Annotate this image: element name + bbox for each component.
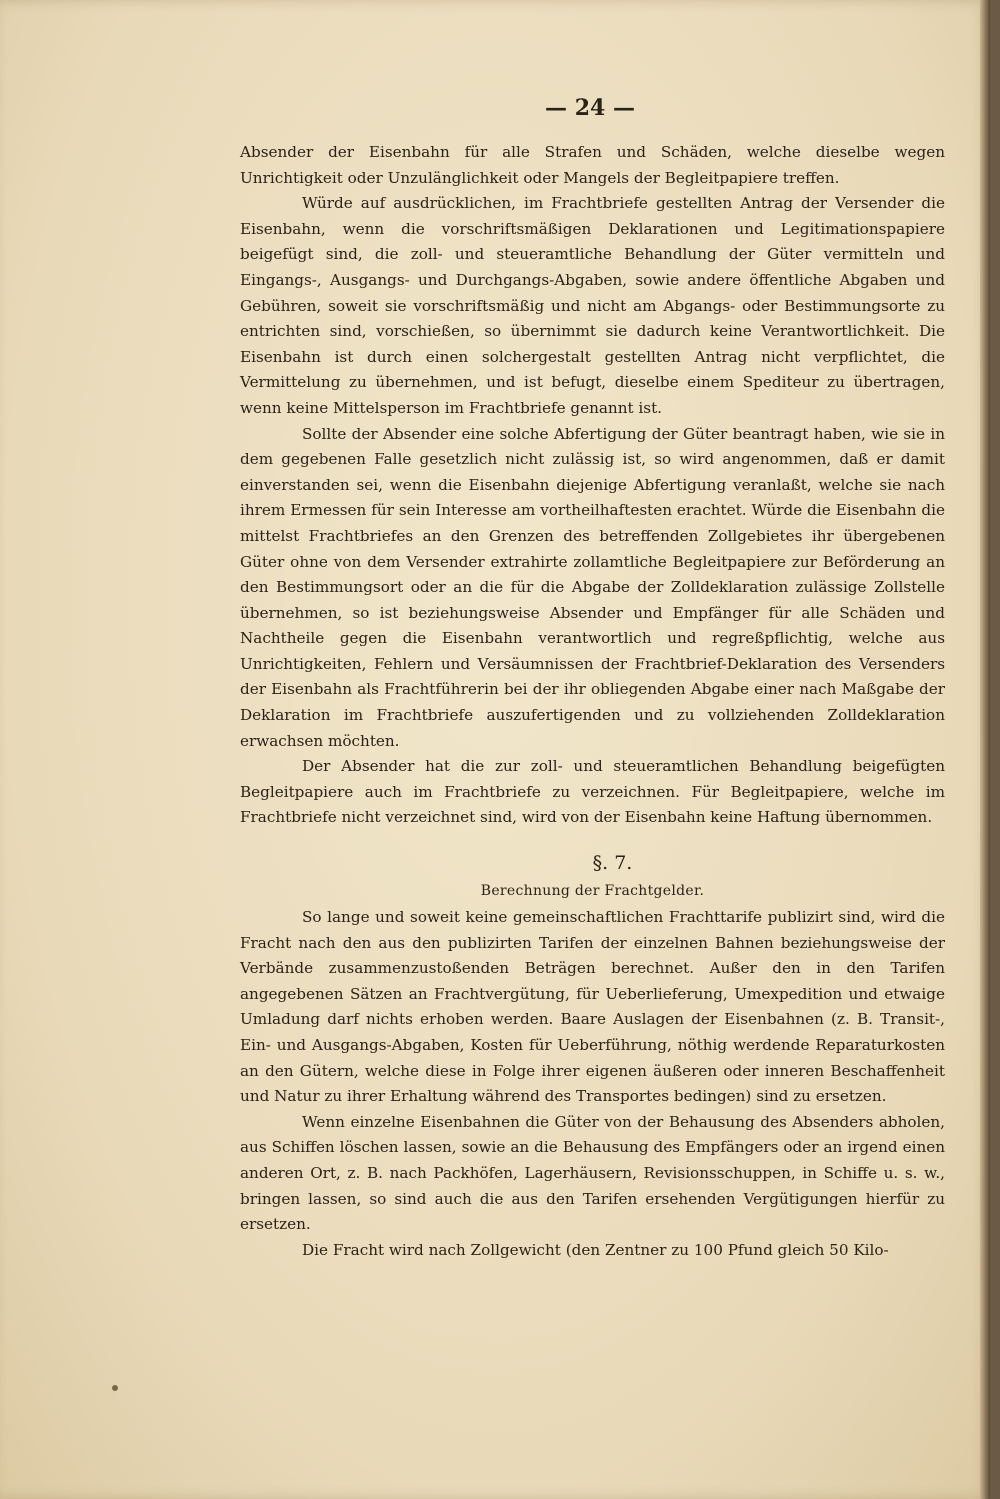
section-number: §. 7. (592, 852, 633, 875)
page-edge (980, 0, 990, 1499)
paragraph: Wenn einzelne Eisenbahnen die Güter von der Behausung des Absenders abholen, aus Schiffen löschen lassen, sowie an die Behausung des Empfängers oder an irgend einen anderen Ort, z. B. nach Packhöfen, Lagerhäusern, Revisionsschuppen, in Schiffe u. s. w., bringen lassen, so sind auch die aus den Tarifen ersehenden Vergütigungen hierfür zu ersetzen. (240, 1112, 945, 1234)
paragraph: Würde auf ausdrücklichen, im Frachtbriefe gestellten Antrag der Versender die Eisenbahn, wenn die vorschriftsmäßigen Deklarationen und Legitimationspapiere beigefügt sind, die zoll- und steueramtliche Behandlung der Güter vermitteln und Eingangs-, Ausgangs- und Durchgangs-Abgaben, sowie andere öffentliche Abgaben und Gebühren, soweit sie vorschriftsmäßig und nicht am Abgangs- oder Bestimmungsorte zu entrichten sind, vorschießen, so übernimmt sie dadurch keine Verantwortlichkeit. Die Eisenbahn ist durch einen solchergestalt gestellten Antrag nicht verpflichtet, die Vermittelung zu übernehmen, und ist befugt, dieselbe einem Spediteur zu übertragen, wenn keine Mittelsperson im Frachtbriefe genannt ist. (240, 194, 945, 417)
paragraph: Absender der Eisenbahn für alle Strafen und Schäden, welche dieselbe wegen Unrichtigkeit oder Unzulänglichkeit oder Mangels der Begleitpapiere treffen. (240, 143, 945, 187)
section-title: Berechnung der Frachtgelder. (480, 883, 705, 900)
paragraph: Die Fracht wird nach Zollgewicht (den Zentner zu 100 Pfund gleich 50 Kilo- (302, 1240, 889, 1259)
paragraph: Sollte der Absender eine solche Abfertigung der Güter beantragt haben, wie sie in dem gegebenen Falle gesetzlich nicht zulässig ist, so wird angenommen, daß er damit einverstanden sei, wenn die Eisenbahn diejenige Abfertigung veranlaßt, welche sie nach ihrem Ermessen für sein Interesse am vortheilhaftesten erachtet. Würde die Eisenbahn die mittelst Frachtbriefes an den Grenzen des betreffenden Zollgebietes ihr übergebenen Güter ohne von dem Versender extrahirte zollamtliche Begleitpapiere zur Beförderung an den Bestimmungsort oder an die für die Abgabe der Zolldeklaration zulässige Zollstelle übernehmen, so ist beziehungsweise Absender und Empfänger für alle Schäden und Nachtheile gegen die Eisenbahn verantwortlich und regreßpflichtig, welche aus Unrichtigkeiten, Fehlern und Versäumnissen der Frachtbrief-Deklaration des Versenders der Eisenbahn als Frachtführerin bei der ihr obliegenden Abgabe einer nach Maßgabe der Deklaration im Frachtbriefe auszufertigenden und zu vollziehenden Zolldeklaration erwachsen möchten. (240, 424, 945, 750)
paragraph: So lange und soweit keine gemeinschaftlichen Frachttarife publizirt sind, wird die Fracht nach den aus den publizirten Tarifen der einzelnen Bahnen beziehungsweise der Verbände zusammenzustoßenden Beträgen berechnet. Außer den in den Tarifen angegebenen Sätzen an Frachtvergütung, für Ueberlieferung, Umexpedition und etwaige Umladung darf nichts erhoben werden. Baare Auslagen der Eisenbahnen (z. B. Transit-, Ein- und Ausgangs-Abgaben, Kosten für Ueberführung, nöthig werdende Reparaturkosten an den Gütern, welche diese in Folge ihrer eigenen äußeren oder inneren Beschaffenheit und Natur zu ihrer Erhaltung während des Transportes bedingen) sind zu ersetzen. (240, 908, 945, 1106)
page-number: — 24 — (545, 95, 635, 121)
ink-speck (112, 1385, 118, 1391)
paragraph: Der Absender hat die zur zoll- und steueramtlichen Behandlung beigefügten Begleitpapiere auch im Frachtbriefe zu verzeichnen. Für Begleitpapiere, welche im Frachtbriefe nicht verzeichnet sind, wird von der Eisenbahn keine Haftung übernommen. (240, 757, 945, 827)
body-text (240, 140, 945, 1263)
